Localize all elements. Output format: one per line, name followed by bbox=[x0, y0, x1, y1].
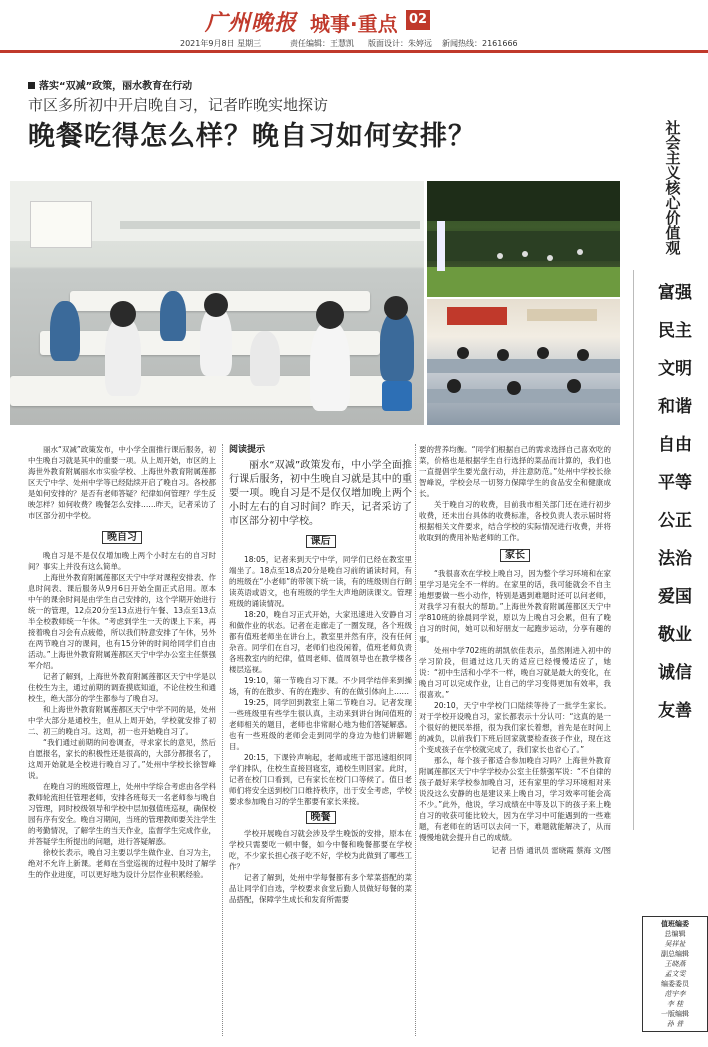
header-meta bbox=[0, 38, 708, 50]
column-divider bbox=[415, 444, 416, 1036]
article-column-2 bbox=[229, 445, 412, 905]
core-value: 自由 bbox=[658, 435, 692, 455]
paragraph: 18:20，晚自习正式开始，大家迅速进入安静自习和做作业的状态。记者在走廊走了一圈发现，各个班级都有值班老师坐在讲台上，教室里并然有序，没有任何杂音。同学们在自习，老师们也没闲着，值班老师负责各班教室内的纪律，值周老师、值周领导也在教学楼各楼层巡视。 bbox=[229, 610, 412, 674]
news-hotline: 新闻热线：2161666 bbox=[442, 39, 518, 48]
editor-name: 李 桂 bbox=[666, 1000, 684, 1008]
paragraph: 那么，每个孩子都适合参加晚自习吗？上海世外教育附属莲都区天宁中学学校办公室主任蔡强军说：“不自律的孩子最好来学校参加晚自习，还有家里的学习环境相对来说没这么安静的也是建议来上晚自习，学习效率可能会高不少。”此外，他说，学习成绩在中等及以下的孩子来上晚自习的收获可能比较大，因为在学习中可能遇到的一些难题，有老师在的话可以去问一下，难题就能解决了，从而慢慢地就会提升自己的成绩。 bbox=[419, 756, 611, 842]
header-rule bbox=[0, 50, 708, 53]
paragraph: 和上海世外教育附属莲都区天宁中学不同的是，处州中学大部分是通校生，但从上周开始，学校就安排了初二、初三的晚自习。这周，初一也开始晚自习了。 bbox=[28, 705, 216, 736]
core-value: 民主 bbox=[658, 321, 692, 341]
core-value: 爱国 bbox=[658, 587, 692, 607]
paragraph: 在晚自习的班级管理上，处州中学综合考虑由各学科教师轮流担任管理老师，安排各班每天一名老师参与晚自习管理，同时校级领导和学校中层加强值班巡视，确保校园有序有安全。晚自习期间，当班的管理教师要关注学生的考勤情况，了解学生的当天作业，监督学生完成作业，并答疑学生所提出的问题，进行答疑解惑。 bbox=[28, 782, 216, 846]
section-tag-evening-study: 晚自习 bbox=[102, 531, 142, 544]
responsible-editor: 责任编辑：王慧凯 bbox=[290, 39, 354, 48]
core-value: 富强 bbox=[658, 283, 692, 303]
paragraph: 18:05，记者来到天宁中学，同学们已经在教室里端坐了。18点至18点20分是晚自习前的诵读时间，有的班级在“小老师”的带领下统一读，有的班级则自行朗读英语或语文，也有班级的学生大声地朗读课文。管理班级的诵读情况。 bbox=[229, 555, 412, 608]
article-headline: 晚餐吃得怎么样？晚自习如何安排？ bbox=[28, 121, 476, 152]
editor-role: 总编辑 bbox=[664, 930, 686, 938]
issue-date: 2021年9月8日 星期三 bbox=[180, 39, 262, 48]
paragraph: 丽水“双减”政策发布，中小学全面推行课后服务，初中生晚自习就是其中的重要一项。从上周开始，市区的上海世外教育附属丽水市实验学校、上海世外教育附属莲都区天宁中学、处州中学等已经陆续开启了晚自习。各校都是如何安排的？是否有老师答疑？纪律如何管理？学生反映怎样？如何收费？晚餐怎么安排……昨天，记者采访了市区部分初中学校。 bbox=[28, 445, 216, 520]
paragraph: “我很喜欢在学校上晚自习，因为整个学习环境和在家里学习是完全不一样的。在家里的话，我可能就会不自主地想要做一些小动作，特别是遇到难题时还可以问老师，对我学习有很大的帮助。”上海世外教育附属莲都区天宁中学810班的徐晨同学说，原以为上晚自习会累，但有了晚自习的时间，她可以和好朋友一起跑步运动，分享有趣的事。 bbox=[419, 569, 611, 644]
paragraph: 记者了解到，处州中学每餐都有多个荤菜搭配的菜品让同学们自选，学校要求食堂后勤人员做好每餐的菜品搭配，保障学生成长和发育所需要 bbox=[229, 873, 412, 904]
section-tag-dinner: 晚餐 bbox=[306, 811, 336, 824]
paragraph: 学校开展晚自习就会涉及学生晚饭的安排，原本在学校只需要吃一顿中餐，如今中餐和晚餐都要在学校吃，不少家长担心孩子吃不好，学校为此做到了哪些工作？ bbox=[229, 829, 412, 871]
section-tag-after-class: 课后 bbox=[306, 535, 336, 548]
kicker-text: 落实“双减”政策，丽水教育在行动 bbox=[39, 81, 193, 92]
paragraph: 20:15，下课铃声响起，老师或班干部迅速组织同学们排队，住校生直接回寝室，通校生则回家。此时，记者在校门口看到，已有家长在校门口等候了。值日老师们将安全送到校门口维持秩序，出于安全考虑，学校要求参加晚自习的学生都要有家长来接。 bbox=[229, 753, 412, 806]
column-divider bbox=[222, 444, 223, 1036]
square-bullet-icon bbox=[28, 82, 35, 89]
editor-role: 一版编辑 bbox=[661, 1010, 689, 1018]
section-title: 城事·重点 bbox=[310, 12, 398, 36]
core-value: 法治 bbox=[658, 549, 692, 569]
editor-name: 孟文雯 bbox=[664, 970, 686, 978]
core-value: 文明 bbox=[658, 359, 692, 379]
cafeteria-photo bbox=[10, 181, 424, 425]
paragraph: 记者了解到，上海世外教育附属莲都区天宁中学是以住校生为主，通过前期的调查摸底知道，不论住校生和通校生，绝大部分的学生都参与了晚自习。 bbox=[28, 672, 216, 703]
duty-editors-box bbox=[642, 916, 708, 1032]
article-column-1 bbox=[28, 444, 216, 880]
paragraph: 处州中学702班的胡凯依佳表示，虽然刚进入初中的学习阶段，但通过这几天的适应已经慢慢适应了，她说：“初中生活和小学不一样，晚自习就是最大的变化，在晚自习可以完成作业，让自己的学习变得更加有效率，我很喜欢。” bbox=[419, 646, 611, 699]
page-header bbox=[0, 0, 708, 40]
reading-tips-title: 阅读提示 bbox=[229, 445, 266, 455]
slogan-text: 社会主义核心价值观 bbox=[663, 120, 682, 255]
classroom-photo bbox=[427, 299, 620, 425]
core-value: 公正 bbox=[658, 511, 692, 531]
core-value: 平等 bbox=[658, 473, 692, 493]
editor-role: 副总编辑 bbox=[661, 950, 689, 958]
sidebar-divider bbox=[633, 270, 634, 830]
duty-editors-title: 值班编委 bbox=[661, 920, 689, 928]
article-column-3 bbox=[419, 444, 611, 856]
page-number: 02 bbox=[406, 10, 430, 30]
paragraph: 19:25，同学回到教室上第二节晚自习。记者发现一些班级里有些学生很认真，主动来到讲台询问值班的老师相关的题目，老师也非常耐心地为他们答疑解惑。也有一些班级的老师会走到同学的身边为他们讲解题目。 bbox=[229, 698, 412, 751]
editor-name: 范宇李 bbox=[664, 990, 686, 998]
paragraph: 20:10，天宁中学校门口陆续等待了一批学生家长。对于学校开设晚自习，家长都表示十分认可：“这真的是一个很好的便民举措，很为我们家长着想，首先是在时间上的减负，以前我们下班后回家就要检查孩子作业，现在这个变成孩子在学校就完成了，我们家长也省心了。” bbox=[419, 701, 611, 754]
editor-name: 吴祥祉 bbox=[664, 940, 686, 948]
layout-designer: 版面设计：朱婷远 bbox=[368, 39, 432, 48]
paragraph: 上海世外教育附属莲都区天宁中学对课程安排表、作息时间表、课后服务从9月6日开始全面正式启用。原本中午的课余时间是由学生自己安排的，这个学期开始进行统一的管理，12点20分至13点进行午餐、13点至13点半全校教师统一午休。“考虑到学生一天的课上下来，再接着晚自习会有点疲倦，所以我们特意安排了午休，另外在两节晚自习的课间，也有15分钟的时间给同学们自由活动。”上海世外教育附属莲都区天宁中学办公室主任蔡强军介绍。 bbox=[28, 573, 216, 670]
paragraph: 要的营养均衡。“同学们根据自己的需求选择自己喜欢吃的菜，价格也是根据学生自行选择的菜品而计算的，我们也一直提倡学生要光盘行动，并注意防范。”处州中学校长徐智峰说，学校会尽一切努力保障学生的食品安全和健康成长。 bbox=[419, 445, 611, 498]
night-playground-photo bbox=[427, 181, 620, 297]
core-value: 敬业 bbox=[658, 625, 692, 645]
reading-tips-text: 丽水“双减”政策发布，中小学全面推行课后服务，初中生晚自习就是其中的重要一项。晚自习是不是仅仅增加晚上两个小时左右的自习时间？昨天，记者采访了市区部分初中学校。 bbox=[229, 460, 412, 527]
editor-role: 编委委员 bbox=[661, 980, 689, 988]
paragraph: 关于晚自习的收费，目前我市相关部门还在进行初步收费，还未出台具体的收费标准，各校负责人表示届时将根据相关文件要求，结合学校的实际情况进行收费，并将收取到的费用补贴老师的工作。 bbox=[419, 500, 611, 542]
core-values-list bbox=[645, 278, 705, 734]
newspaper-logo: 广州晚报 bbox=[205, 10, 298, 36]
paragraph: “我们通过前期的问卷调查，寻求家长的意见，然后自愿报名，家长的积极性还是很高的，大部分都报名了，这周开始就是全校进行晚自习了。”处州中学校长徐智峰说。 bbox=[28, 738, 216, 780]
editor-name: 孙 普 bbox=[666, 1020, 684, 1028]
core-value: 和谐 bbox=[658, 397, 692, 417]
core-value: 友善 bbox=[658, 701, 692, 721]
editor-name: 王晓燕 bbox=[664, 960, 686, 968]
core-value: 诚信 bbox=[658, 663, 692, 683]
paragraph: 19:10，第一节晚自习下课。不少同学结伴来到操场，有的在散步、有的在跑步、有的在做引体向上…… bbox=[229, 676, 412, 696]
core-values-slogan bbox=[637, 120, 707, 263]
article-kicker bbox=[28, 77, 192, 92]
article-subhead: 市区多所初中开启晚自习，记者昨晚实地探访 bbox=[28, 96, 329, 114]
paragraph: 晚自习是不是仅仅增加晚上两个小时左右的自习时间？事实上并没有这么简单。 bbox=[28, 551, 216, 571]
paragraph: 徐校长表示，晚自习主要以学生做作业、自习为主，绝对不允许上新课。老师在当堂巡视的过程中及时了解学生的作业进度，可以更好地为设计分层作业积累经验。 bbox=[28, 848, 216, 879]
article-credit: 记者 吕悟 通讯员 雷晓霞 蔡海 文/图 bbox=[491, 846, 611, 855]
section-tag-parents: 家长 bbox=[500, 549, 530, 562]
